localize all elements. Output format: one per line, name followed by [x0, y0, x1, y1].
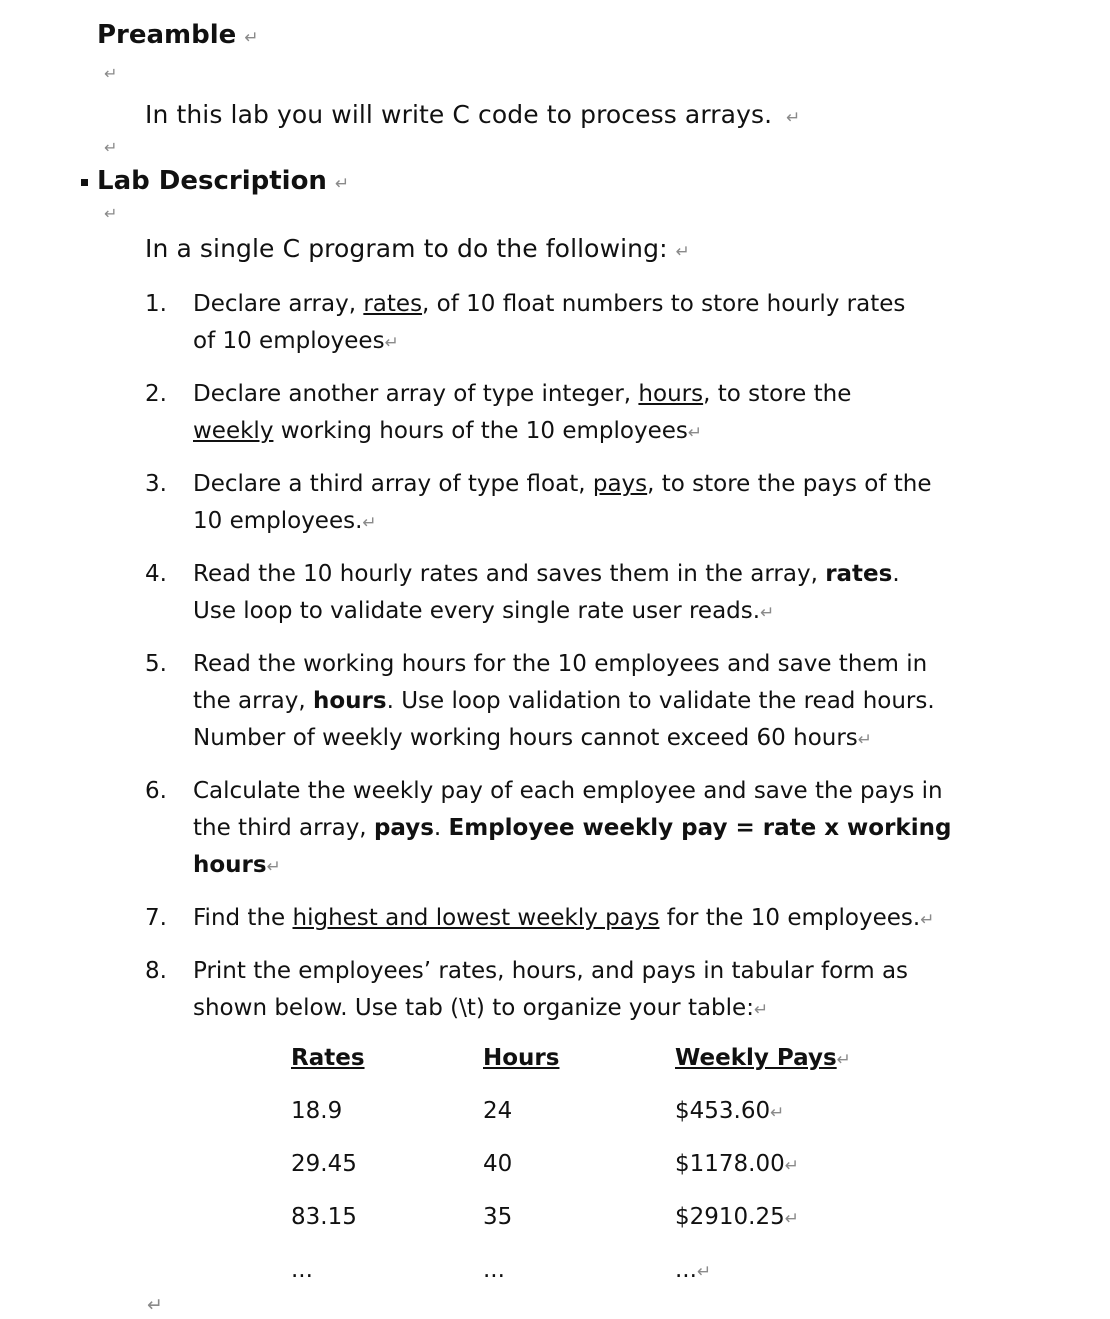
- lab-intro-text: [145, 234, 690, 263]
- paragraph-mark-icon: ↵: [334, 174, 350, 194]
- item-text: Find the: [193, 905, 293, 931]
- table-cell-pay-text: $1178.00: [675, 1151, 785, 1177]
- list-item-number: 7.: [145, 905, 167, 931]
- paragraph-mark-icon: ↵: [244, 28, 259, 48]
- list-item-number: 8.: [145, 958, 167, 984]
- item-text: , of 10 float numbers to store hourly rates: [422, 291, 906, 317]
- table-header-rates: Rates: [291, 1045, 365, 1071]
- table-cell-pay: [675, 1204, 799, 1230]
- item-text: working hours of the 10 employees: [273, 418, 688, 444]
- item-text: . Use loop validation to validate the read hours.: [386, 688, 935, 714]
- item-bold-text: rates: [825, 561, 893, 587]
- preamble-text-content: In this lab you will write C code to process arrays.: [145, 100, 773, 129]
- paragraph-mark-icon: ↵: [786, 108, 801, 128]
- item-text: .: [433, 815, 449, 841]
- item-text: Read the 10 hourly rates and saves them in the array,: [193, 561, 826, 587]
- table-cell-pay-text: $453.60: [675, 1098, 771, 1124]
- item-text: for the 10 employees.: [659, 905, 921, 931]
- table-header-text: Weekly Pays: [675, 1045, 837, 1071]
- table-cell-rate: 29.45: [291, 1151, 357, 1177]
- list-item-text: [193, 466, 983, 542]
- item-text: the third array,: [193, 815, 374, 841]
- item-text: Number of weekly working hours cannot exceed 60 hours: [193, 725, 858, 751]
- paragraph-mark-icon: ↵: [836, 1050, 851, 1070]
- table-cell-pay: [675, 1098, 784, 1124]
- paragraph-mark-icon: ↵: [104, 138, 118, 157]
- paragraph-mark-icon: ↵: [362, 513, 377, 533]
- lab-intro-content: In a single C program to do the following:: [145, 234, 668, 263]
- list-item-text: [193, 646, 983, 759]
- list-item-number: 2.: [145, 381, 167, 407]
- list-item-number: 4.: [145, 561, 167, 587]
- item-text: Read the working hours for the 10 employees and save them in: [193, 651, 928, 677]
- paragraph-mark-icon: ↵: [857, 730, 873, 750]
- item-text: the array,: [193, 688, 313, 714]
- list-item-text: [193, 773, 983, 886]
- heading-bullet-icon: [81, 179, 88, 186]
- table-cell-pay-text: ...: [675, 1257, 697, 1283]
- paragraph-mark-icon: ↵: [687, 423, 703, 443]
- table-cell-hours: ...: [483, 1257, 505, 1283]
- table-cell-rate: 83.15: [291, 1204, 357, 1230]
- lab-description-heading: [97, 166, 349, 196]
- item-text: of 10 employees: [193, 328, 385, 354]
- table-cell-hours: 35: [483, 1204, 513, 1230]
- item-underlined-text: hours: [638, 381, 704, 407]
- item-text: , to store the pays of the: [647, 471, 932, 497]
- paragraph-mark-icon: ↵: [753, 1000, 769, 1020]
- lab-description-heading-text: Lab Description: [97, 166, 327, 196]
- paragraph-mark-icon: ↵: [266, 857, 281, 877]
- list-item-text: [193, 953, 983, 1029]
- item-text: .: [892, 561, 900, 587]
- preamble-text: [145, 100, 801, 129]
- list-item-number: 5.: [145, 651, 167, 677]
- preamble-heading-text: Preamble: [97, 20, 237, 50]
- paragraph-mark-icon: ↵: [760, 603, 775, 623]
- paragraph-mark-icon: ↵: [770, 1103, 785, 1123]
- paragraph-mark-icon: ↵: [104, 64, 118, 83]
- list-item-number: 6.: [145, 778, 167, 804]
- paragraph-mark-icon: ↵: [784, 1209, 799, 1229]
- list-item-text: [193, 286, 983, 362]
- table-cell-pay: [675, 1257, 711, 1283]
- list-item-number: 1.: [145, 291, 167, 317]
- item-text: , to store the: [703, 381, 852, 407]
- table-cell-rate: 18.9: [291, 1098, 343, 1124]
- item-underlined-text: rates: [363, 291, 423, 317]
- paragraph-mark-icon: ↵: [104, 204, 118, 223]
- item-text: Calculate the weekly pay of each employee and save the pays in: [193, 778, 943, 804]
- item-underlined-text: weekly: [193, 418, 274, 444]
- list-item-text: [193, 376, 983, 452]
- table-cell-hours: 24: [483, 1098, 513, 1124]
- paragraph-mark-icon: ↵: [696, 1262, 712, 1282]
- item-bold-text: pays: [373, 815, 434, 841]
- item-underlined-text: pays: [592, 471, 648, 497]
- item-text: Declare array,: [193, 291, 364, 317]
- list-item-number: 3.: [145, 471, 167, 497]
- item-text: shown below. Use tab (\t) to organize your table:: [193, 995, 754, 1021]
- paragraph-mark-icon: ↵: [384, 333, 399, 353]
- table-header-hours: Hours: [483, 1045, 560, 1071]
- item-bold-text: hours: [313, 688, 387, 714]
- item-text: Declare another array of type integer,: [193, 381, 639, 407]
- table-cell-rate: ...: [291, 1257, 313, 1283]
- table-header-weekly-pays: [675, 1045, 851, 1071]
- item-text: 10 employees.: [193, 508, 363, 534]
- list-item-text: [193, 900, 983, 939]
- item-text: Print the employees’ rates, hours, and pays in tabular form as: [193, 958, 909, 984]
- table-cell-hours: 40: [483, 1151, 513, 1177]
- paragraph-mark-icon: ↵: [675, 242, 690, 262]
- item-text: Declare a third array of type float,: [193, 471, 593, 497]
- item-text: Use loop to validate every single rate user reads.: [193, 598, 761, 624]
- table-cell-pay-text: $2910.25: [675, 1204, 785, 1230]
- paragraph-mark-icon: ↵: [147, 1294, 163, 1316]
- paragraph-mark-icon: ↵: [920, 910, 935, 930]
- list-item-text: [193, 556, 983, 632]
- table-cell-pay: [675, 1151, 799, 1177]
- paragraph-mark-icon: ↵: [784, 1156, 799, 1176]
- item-bold-text: hours: [193, 852, 267, 878]
- item-bold-text: Employee weekly pay = rate x working: [448, 815, 952, 841]
- preamble-heading: [97, 20, 259, 50]
- item-underlined-text: highest and lowest weekly pays: [292, 905, 660, 931]
